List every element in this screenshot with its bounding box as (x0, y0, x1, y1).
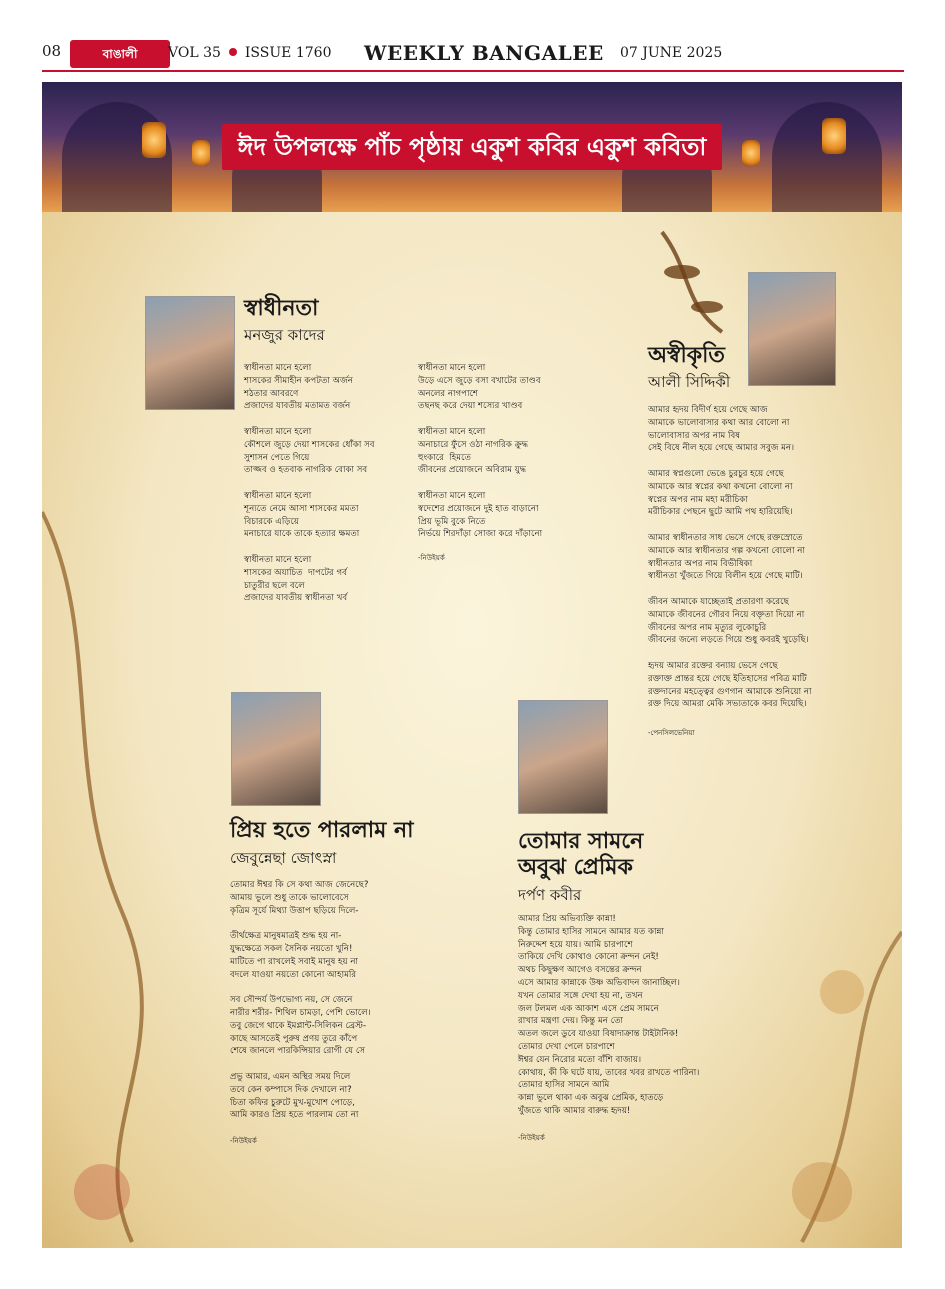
volume-label: VOL 35 (168, 45, 221, 61)
poem-title-line-1: তোমার সামনে (518, 829, 644, 854)
poem-title: প্রিয় হতে পারলাম না (230, 818, 414, 843)
header-rule (42, 70, 904, 72)
poet-photo-jebunnesa-jotsna (231, 692, 321, 806)
lantern-icon (142, 122, 166, 158)
poem-signature: -নিউইয়র্ক (230, 1137, 257, 1145)
issue-label: ISSUE 1760 (244, 45, 332, 61)
poem-body-col1: স্বাধীনতা মানে হলো শাসকের সীমাহীন কপটতা অর্জন শঠতার আবরণে প্রজাদের যাবতীয় মতামত বর্জন স্বাধীনতা মানে হলো কৌশলে জুড়ে দেয়া শাসকের ধোঁকা সব সুশাসন পেতে গিয়ে তাজ্জব ও হতবাক নাগরিক বোকা সব স্বাধীনতা মানে হলো শূন্যতে নেমে আসা শাসকের মমতা বিচারকে এড়িয়ে মনাচারে যাকে তাকে হত্যার ক্ষমতা স্বাধীনতা মানে হলো শাসকের অযাচিত দাপটের গর্ব চাতুরীর ছলে বলে প্রজাদের যাবতীয় স্বাধীনতা খর্ব (244, 363, 375, 604)
poet-photo-ali-siddiqui (748, 272, 836, 386)
poem-body: আমার প্রিয় অভিব্যক্তি কান্না! কিন্তু তোমার হাসির সামনে আমার যত কান্না নিরুদ্দেশ হয়ে যায়। আমি চারপাশে তাকিয়ে দেখি কোথাও কোনো ক্রন্দন নেই! অথচ কিছুক্ষণ আগেও বসন্তের ক্রন্দন এসে আমার কান্নাকে উষ্ণ অভিবাদন জানাচ্ছিল। যখন তোমার সঙ্গে দেখা হয় না, তখন জল টলমল এক আকাশ এসে প্রেম সামনে রাখার মন্ত্রণা দেয়। কিন্তু মন তো অতল জলে ডুবে যাওয়া বিষাদাক্রান্ত টাইটানিক! তোমার দেখা পেলে চারপাশে ঈশ্বর যেন নিরোর মতো বাঁশি বাজায়। কোথায়, কী কি ঘটে যায়, তাবের খবর রাখতে পারিনা। তোমার হাসির সামনে আমি কান্না ভুলে থাকা এক অবুঝ প্রেমিক, হাতড়ে খুঁজতে থাকি আমার বারুদ্ধ হৃদয়! (518, 914, 700, 1116)
poet-photo-monjur-kader (145, 296, 235, 410)
eid-banner (42, 82, 902, 212)
poem-title-line-2: অবুঝ প্রেমিক (518, 855, 633, 880)
separator-dot-icon (229, 48, 237, 56)
poem-author: মনজুর কাদের (244, 326, 325, 344)
poem-signature: -পেনসিলভেনিয়া (648, 729, 695, 737)
poem-author: দর্পণ কবীর (518, 886, 582, 904)
page-header (42, 38, 904, 72)
poet-photo-darpan-kabir (518, 700, 608, 814)
volume-issue (168, 45, 331, 61)
poem-signature: -নিউইয়র্ক (418, 554, 445, 562)
poem-body-col2: স্বাধীনতা মানে হলো উড়ে এসে জুড়ে বসা বখাটের তাণ্ডব অনলের নাগপাশে তছনছ করে দেয়া শস্যের খাণ্ডব স্বাধীনতা মানে হলো অনাচারে ফুঁসে ওঠা নাগরিক ক্রুদ্ধ হুংকারে হিমতে জীবনের প্রয়োজনে অবিরাম যুদ্ধ স্বাধীনতা মানে হলো স্বদেশের প্রয়োজনে দুই হাত বাড়ানো প্রিয় ভূমি বুকে নিতে নির্ভয়ে শিরদাঁড়া সোজা করে দাঁড়ানো (418, 363, 543, 540)
poem-body: তোমার ঈশ্বর কি সে কথা আজ জেনেছে? আমায় ভুলে শুধু তাকে ভালোবেসে কৃত্রিম সূর্যে মিথ্যা উত্তাপ ছড়িয়ে দিলে- তীর্থক্ষেত্র মানুষমাত্রই শুদ্ধ হয় না- যুদ্ধক্ষেত্রে সকল সৈনিক নয়তো খুনি! মাটিতে পা রাখলেই সবাই মানুষ হয় না বদলে যাওয়া নয়তো কোনো আহামরি সব সৌন্দর্য উপভোগ্য নয়, সে জেনে নারীর শরীর- শিথিল চামড়া, পেশি ভোলে। তবু জেগে থাকে ইমপ্লান্ট-সিলিকন ব্রেস্ট- কাছে আসতেই পুরুষ প্রণয় তুরে কাঁপে শেষে জানলে পারকিন্সিয়ার রোগী যে সে প্রভু আমার, এমন অস্থির সময় দিলে তবে কেন কম্পাসে দিক দেখালে না? চিতা কফির চুরুটে মুখ-মুখোশ পোড়ে, আমি কারও প্রিয় হতে পারলাম তো না (230, 880, 371, 1121)
poem-title: স্বাধীনতা (244, 296, 319, 321)
publication-title: WEEKLY BANGALEE (364, 41, 604, 65)
page-number: 08 (42, 42, 62, 60)
poem-title: অস্বীকৃতি (648, 343, 725, 368)
lantern-icon (192, 140, 210, 166)
poem-body: আমার হৃদয় বিদীর্ণ হয়ে গেছে আজ আমাকে ভালোবাসার কথা আর বোলো না ভালোবাসার অপর নাম বিষ সেই বিষে নীল হয়ে গেছে আমার সবুজ মন। আমার স্বপ্নগুলো ভেঙে চুরচুর হয়ে গেছে আমাকে আর স্বপ্নের কথা কখনো বোলো না স্বপ্নের অপর নাম মহা মরীচিকা মরীচিকার পেছনে ছুটে আমি পথ হারিয়েছি। আমার স্বাধীনতার সাধ ভেসে গেছে রক্তস্রোতে আমাকে আর স্বাধীনতার গল্প কখনো বোলো না স্বাধীনতার অপর নাম বিভীষিকা স্বাধীনতা খুঁজতে গিয়ে বিলীন হয়ে গেছে মাটি। জীবন আমাকে যাচ্ছেতাই প্রতারণা করেছে আমাকে জীবনের গৌরব নিয়ে বক্তৃতা দিয়ো না জীবনের অপর নাম মৃত্যুর লুকোচুরি জীবনের জন্যে লড়তে গিয়ে শুধু কবরই খুড়েছি। হৃদয় আমার রক্তের বন্যায় ভেসে গেছে রক্তাক্ত প্রান্তর হয়ে গেছে ইতিহাসের পবিত্র মাটি রক্তদানের মহত্ত্বের গুণগান আমাকে শুনিয়ো না রক্ত দিয়ে আমরা মেকি সভ্যতাকে কবর দিয়েছি। (648, 405, 812, 710)
publication-date: 07 JUNE 2025 (620, 45, 723, 61)
poem-signature: -নিউইয়র্ক (518, 1134, 545, 1142)
lantern-icon (822, 118, 846, 154)
poem-author: আলী সিদ্দিকী (648, 373, 731, 391)
lantern-icon (742, 140, 760, 166)
poem-author: জেবুন্নেছা জোৎস্না (230, 849, 337, 867)
newspaper-logo: বাঙালী (70, 40, 170, 68)
banner-headline: ঈদ উপলক্ষে পাঁচ পৃষ্ঠায় একুশ কবির একুশ কবিতা (222, 124, 722, 170)
